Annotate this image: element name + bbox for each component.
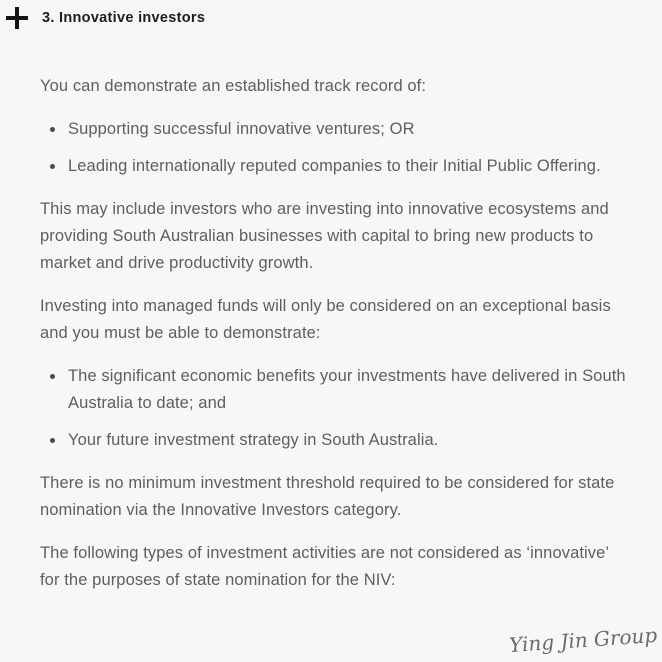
accordion-header-innovative-investors[interactable]: [0, 0, 662, 29]
list-item: Leading internationally reputed companies to their Initial Public Offering.: [40, 153, 630, 180]
list-item: Supporting successful innovative ventures; OR: [40, 116, 630, 143]
paragraph-intro: You can demonstrate an established track record of:: [40, 77, 427, 95]
list-item: Your future investment strategy in South Australia.: [40, 427, 630, 454]
bullet-list-demonstrate: [40, 363, 630, 454]
accordion-content: [40, 73, 630, 594]
list-item: The significant economic benefits your investments have delivered in South Australia to date; and: [40, 363, 630, 417]
accordion-title: 3. Innovative investors: [42, 10, 206, 26]
paragraph-managed-funds: Investing into managed funds will only be considered on an exceptional basis and you must be able to demonstrate:: [40, 297, 611, 342]
plus-icon[interactable]: [6, 7, 28, 29]
paragraph-not-innovative: The following types of investment activities are not considered as ‘innovative’ for the purposes of state nomination for the NIV:: [40, 544, 609, 589]
watermark: Ying Jin Group: [508, 622, 658, 658]
bullet-list-track-record: [40, 116, 630, 180]
paragraph-investors: This may include investors who are investing into innovative ecosystems and providing South Australian businesses with capital to bring new products to market and drive productivity growth.: [40, 200, 609, 272]
paragraph-threshold: There is no minimum investment threshold required to be considered for state nomination via the Innovative Investors category.: [40, 474, 615, 519]
